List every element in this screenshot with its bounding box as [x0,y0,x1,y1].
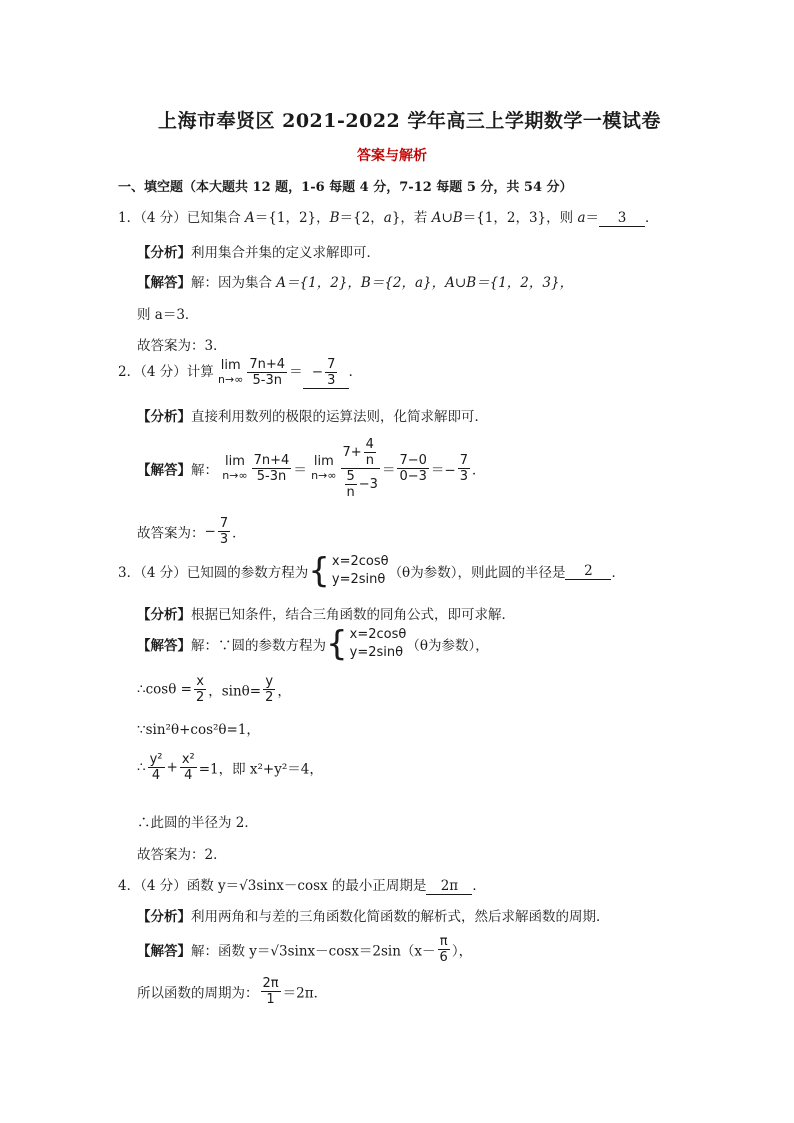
q3-step-radius: ∴此圆的半径为 2． [137,815,258,831]
fraction-den: 5-3n [256,469,287,484]
equation-line: y=2sinθ [331,572,386,587]
solution-label: 【解答】 [137,462,191,479]
q4-solution [137,934,472,965]
q3-end: ． [611,565,625,581]
fraction-den: 0−3 [399,469,427,484]
brace-icon: { [326,624,348,664]
step-text: ∴cosθ = [137,681,192,698]
analysis-label: 【分析】 [137,909,191,925]
q2-final-fraction [218,516,230,547]
q1-solution-sets: A＝{1，2}，B＝{2，a}，A∪B＝{1，2，3}， [276,275,574,291]
inner-fraction [364,437,376,468]
step-text: =1，即 x²+y²＝4， [198,761,323,778]
pi-over-6-fraction [438,934,450,965]
lim-sub: n→∞ [222,468,248,482]
x2-over-4-fraction [180,752,197,783]
step-text: ∴ [137,759,146,776]
y2-over-4-fraction [148,752,165,783]
fraction-den: 2 [195,690,205,705]
fraction-den: n [365,453,374,468]
two-pi-over-1-fraction [261,976,281,1007]
q1-var: A [245,210,255,226]
fraction-num: 7n+4 [253,453,290,468]
q3-param-text: （θ为参数）， [406,638,489,654]
q1-var: B [329,210,340,226]
q1-solution [137,271,573,291]
q2-limit [222,455,247,483]
solution-label: 【解答】 [137,638,191,654]
y-over-2-fraction [263,674,275,705]
q1-analysis [137,241,380,261]
fraction-num: 2π [262,976,279,991]
q2-stem-text: 计算 [186,364,214,380]
q1-var: B [452,210,463,226]
q3-step-identity: ∵sin²θ+cos²θ=1， [137,722,260,738]
q1-var: a [383,210,392,226]
q3-answer-blank: 2 [565,563,611,580]
q2-compound-fraction [341,437,380,500]
solution-label: 【解答】 [137,943,191,960]
answer-fraction [325,357,337,388]
answer-sign: − [311,364,324,380]
q2-limit [311,455,336,483]
q2-fraction [252,453,292,484]
q1-solution-line2: 则 a＝3． [137,307,199,323]
equals: ＝− [430,462,456,479]
q2-stem [118,357,362,389]
q4-stem [118,874,486,895]
q4-solution-text: ）， [451,943,473,960]
step-text: ＝2π． [282,985,328,1002]
q4-answer-blank: 2π [426,878,472,895]
jie-label: 解： [191,462,218,479]
q1-stem [118,206,659,227]
q3-analysis [137,603,515,623]
fraction-num: 7 [327,357,336,372]
jie-label: 解： [191,943,218,960]
fraction-num: 7 [459,453,468,468]
q3-step-circle [137,752,323,783]
page-subtitle: 答案与解析 [357,148,427,164]
fraction-num: x [194,674,206,690]
q4-period [137,976,327,1007]
fraction-num: 7 [219,516,229,531]
analysis-label: 【分析】 [137,607,191,623]
q2-result-fraction [458,453,470,484]
lim-text: lim [225,453,245,469]
equals: ＝ [381,462,396,479]
q3-final-answer [137,843,227,863]
q4-number: 4．（4 分） [118,878,187,894]
fraction-den: 4 [151,768,161,783]
q1-text: }，若 [391,210,432,226]
q2-end: ． [471,462,486,479]
q1-text: ＝{1，2}， [254,210,330,226]
final-label: 故答案为： [137,525,205,542]
q2-final-answer [137,516,246,547]
q1-var: a [577,210,586,226]
q2-number: 2．（4 分） [118,364,187,380]
q1-end: ． [645,210,659,226]
q3-solution [137,626,489,662]
q4-analysis-text: 利用两角和与差的三角函数化简函数的解析式，然后求解函数的周期． [191,909,610,925]
step-text: ， [277,683,291,700]
final-label: 故答案为： [137,847,205,863]
q3-stem [118,553,625,589]
q3-solution-text: ∵圆的参数方程为 [218,638,326,654]
q3-equation-system [332,553,389,589]
q3-param-text: （θ为参数），则此圆的半径是 [388,565,566,581]
q1-final-answer [137,334,227,354]
q2-answer-blank [303,357,349,389]
final-end: ． [232,525,246,542]
q2-fraction [247,357,287,388]
solution-label: 【解答】 [137,275,191,291]
fraction-den [341,469,380,500]
q3-final-value: 2． [204,847,227,863]
q1-text: ＝{1，2，3}，则 [462,210,578,226]
analysis-label: 【分析】 [137,409,191,425]
q4-end: ． [472,878,486,894]
q4-stem-text: 函数 y＝√3sinx－cosx 的最小正周期是 [186,878,427,894]
fraction-num: y [263,674,275,690]
q1-solution-text: 因为集合 [218,275,277,291]
fraction-den: 3 [219,532,229,547]
fraction-num: 7n+4 [249,357,286,372]
q1-stem-text: 已知集合 [186,210,246,226]
q1-number: 1．（4 分） [118,210,187,226]
q2-limit [218,359,243,387]
lim-sub: n→∞ [218,372,244,386]
q3-stem-text: 已知圆的参数方程为 [186,565,309,581]
fraction-den: n [346,485,355,500]
equals: ＝ [293,462,307,479]
equals: ＝ [289,364,303,380]
lim-text: lim [220,357,241,373]
q1-final-value: 3． [204,338,227,354]
q1-analysis-text: 利用集合并集的定义求解即可． [191,245,380,261]
num-text: 7+ [342,445,362,460]
q1-var: A [431,210,442,226]
q3-number: 3．（4 分） [118,565,187,581]
den-text: −3 [358,477,378,492]
fraction-den: 5-3n [252,373,282,388]
fraction-den: 4 [184,768,193,783]
q2-analysis [137,405,488,425]
fraction-num: y² [149,752,163,767]
fraction-num [341,437,380,469]
q2-analysis-text: 直接利用数列的极限的运算法则，化简求解即可． [191,409,488,425]
step-text: 所以函数的周期为： [137,985,259,1002]
q2-end: ． [348,364,363,380]
brace-icon: { [308,551,330,591]
q1-text: ∪ [441,210,453,226]
q4-solution-text: 函数 y＝√3sinx－cosx＝2sin（x－ [218,943,436,960]
jie-label: 解： [191,275,218,291]
step-text: ，sinθ= [208,683,262,700]
equation-line: y=2sinθ [349,645,404,660]
q3-step-cos-sin [137,674,291,705]
q4-analysis [137,905,610,925]
q1-answer-blank: 3 [599,210,645,227]
q1-text: ＝{2， [339,210,384,226]
fraction-num: 5 [346,469,355,484]
analysis-label: 【分析】 [137,245,191,261]
lim-sub: n→∞ [311,468,337,482]
q3-analysis-text: 根据已知条件，结合三角函数的同角公式，即可求解． [191,607,515,623]
fraction-den: 6 [439,950,448,965]
fraction-den: 3 [459,469,468,484]
fraction-num: 4 [365,437,374,452]
q2-solution [137,437,485,500]
fraction-den: 1 [266,992,275,1007]
q2-numeric-fraction [397,453,428,484]
final-label: 故答案为： [137,338,205,354]
fraction-den: 3 [327,373,336,388]
q1-text: ＝ [585,210,599,226]
inner-fraction [345,469,357,500]
fraction-num: 7−0 [399,453,427,468]
equation-line: x=2cosθ [331,554,389,569]
final-sign: − [204,523,216,540]
q3-equation-system [350,626,407,662]
fraction-den: 2 [265,690,274,705]
lim-text: lim [313,453,334,469]
equation-line: x=2cosθ [349,627,407,642]
section-heading: 一、填空题（本大题共 12 题，1-6 每题 4 分，7-12 每题 5 分，共 54 分） [118,180,573,195]
fraction-num: π [438,934,450,950]
x-over-2-fraction [194,674,206,705]
plus: + [166,759,178,776]
fraction-num: x² [181,752,195,767]
jie-label: 解： [191,638,218,654]
page-title: 上海市奉贤区 2021-2022 学年高三上学期数学一模试卷 [158,110,661,132]
